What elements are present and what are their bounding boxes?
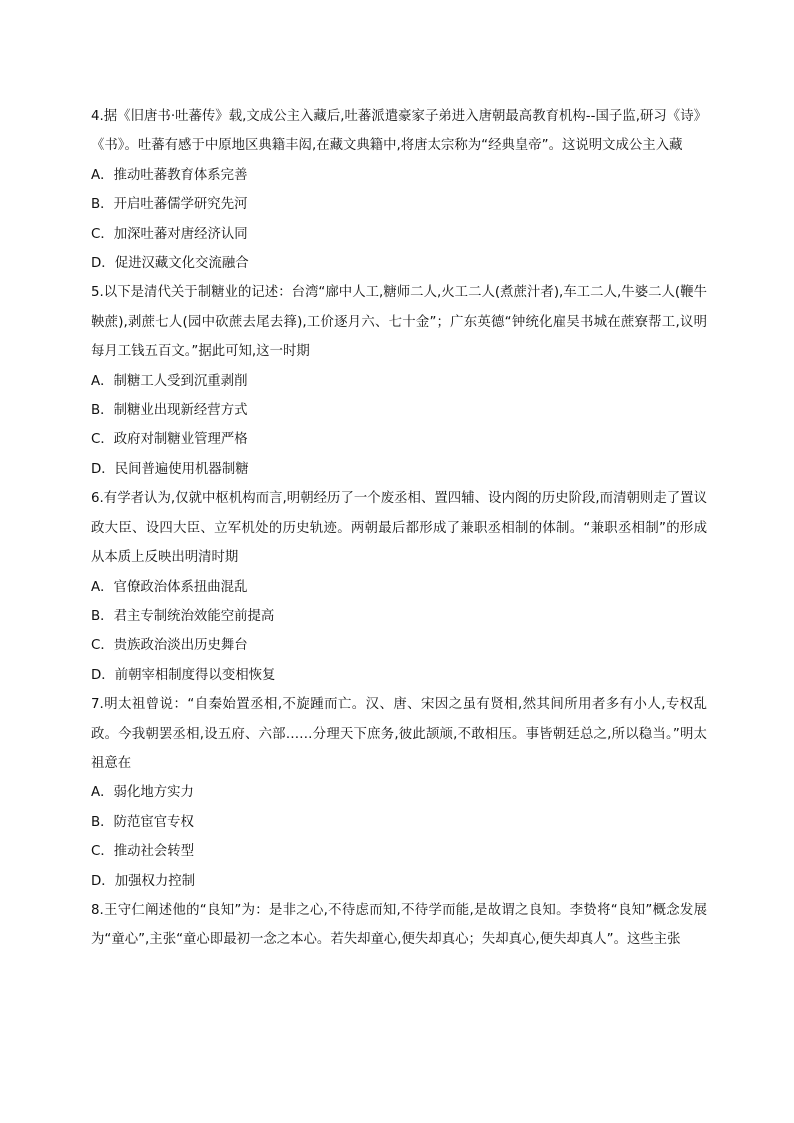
- question-stem: 5.以下是清代关于制糖业的记述：台湾“廍中人工,糖师二人,火工二人(煮蔗汁者),车工二人,牛婆二人(鞭牛鞅蔗),剥蔗七人(园中砍蔗去尾去箨),工价逐月六、七十金”；广东英德“钟统化雇吴书城在蔗寮帮工,议明每月工钱五百文。”据此可知,这一时期: [91, 285, 707, 360]
- question-stem: 8.王守仁阐述他的“良知”为：是非之心,不待虑而知,不待学而能,是故谓之良知。李贽将“良知”概念发展为“童心”,主张“童心即最初一念之本心。若失却童心,便失却真心；失却真心,便失却真人”。这些主张: [91, 902, 707, 948]
- option-a: A．制糖工人受到沉重剥削: [91, 373, 248, 389]
- option-b: B．防范宦官专权: [91, 814, 194, 830]
- option-c: C．加深吐蕃对唐经济认同: [91, 226, 248, 242]
- question-stem: 7.明太祖曾说：“自秦始置丞相,不旋踵而亡。汉、唐、宋因之虽有贤相,然其间所用者多有小人,专权乱政。今我朝罢丞相,设五府、六部……分理天下庶务,彼此颉颃,不敢相压。事皆朝廷总之,所以稳当。”明太祖意在: [91, 697, 707, 771]
- question-6: [91, 484, 707, 690]
- option-d: D．加强权力控制: [91, 873, 196, 889]
- question-7: [91, 690, 707, 896]
- option-a: A．弱化地方实力: [91, 785, 194, 801]
- option-d: D．促进汉藏文化交流融合: [91, 256, 249, 272]
- option-b: B．君主专制统治效能空前提高: [91, 608, 275, 624]
- option-c: C．政府对制糖业管理严格: [91, 432, 248, 448]
- question-stem: 4.据《旧唐书·吐蕃传》载,文成公主入藏后,吐蕃派遣豪家子弟进入唐朝最高教育机构--国子监,研习《诗》《书》。吐蕃有感于中原地区典籍丰闳,在藏文典籍中,将唐太宗称为“经典皇帝”。这说明文成公主入藏: [91, 109, 707, 154]
- option-a: A．推动吐蕃教育体系完善: [91, 167, 248, 183]
- option-d: D．民间普遍使用机器制糖: [91, 461, 249, 477]
- question-5: [91, 278, 707, 484]
- question-8: [91, 896, 707, 955]
- option-c: C．贵族政治淡出历史舞台: [91, 638, 248, 654]
- option-c: C．推动社会转型: [91, 844, 195, 860]
- question-stem: 6.有学者认为,仅就中枢机构而言,明朝经历了一个废丞相、置四辅、设内阁的历史阶段,而清朝则走了置议政大臣、设四大臣、立军机处的历史轨迹。两朝最后都形成了兼职丞相制的体制。“兼职丞相制”的形成从本质上反映出明清时期: [91, 491, 707, 566]
- question-4: [91, 102, 707, 278]
- option-d: D．前朝宰相制度得以变相恢复: [91, 667, 276, 683]
- option-b: B．开启吐蕃儒学研究先河: [91, 197, 248, 213]
- question-list: [91, 102, 707, 955]
- option-b: B．制糖业出现新经营方式: [91, 403, 248, 419]
- option-a: A．官僚政治体系扭曲混乱: [91, 579, 248, 595]
